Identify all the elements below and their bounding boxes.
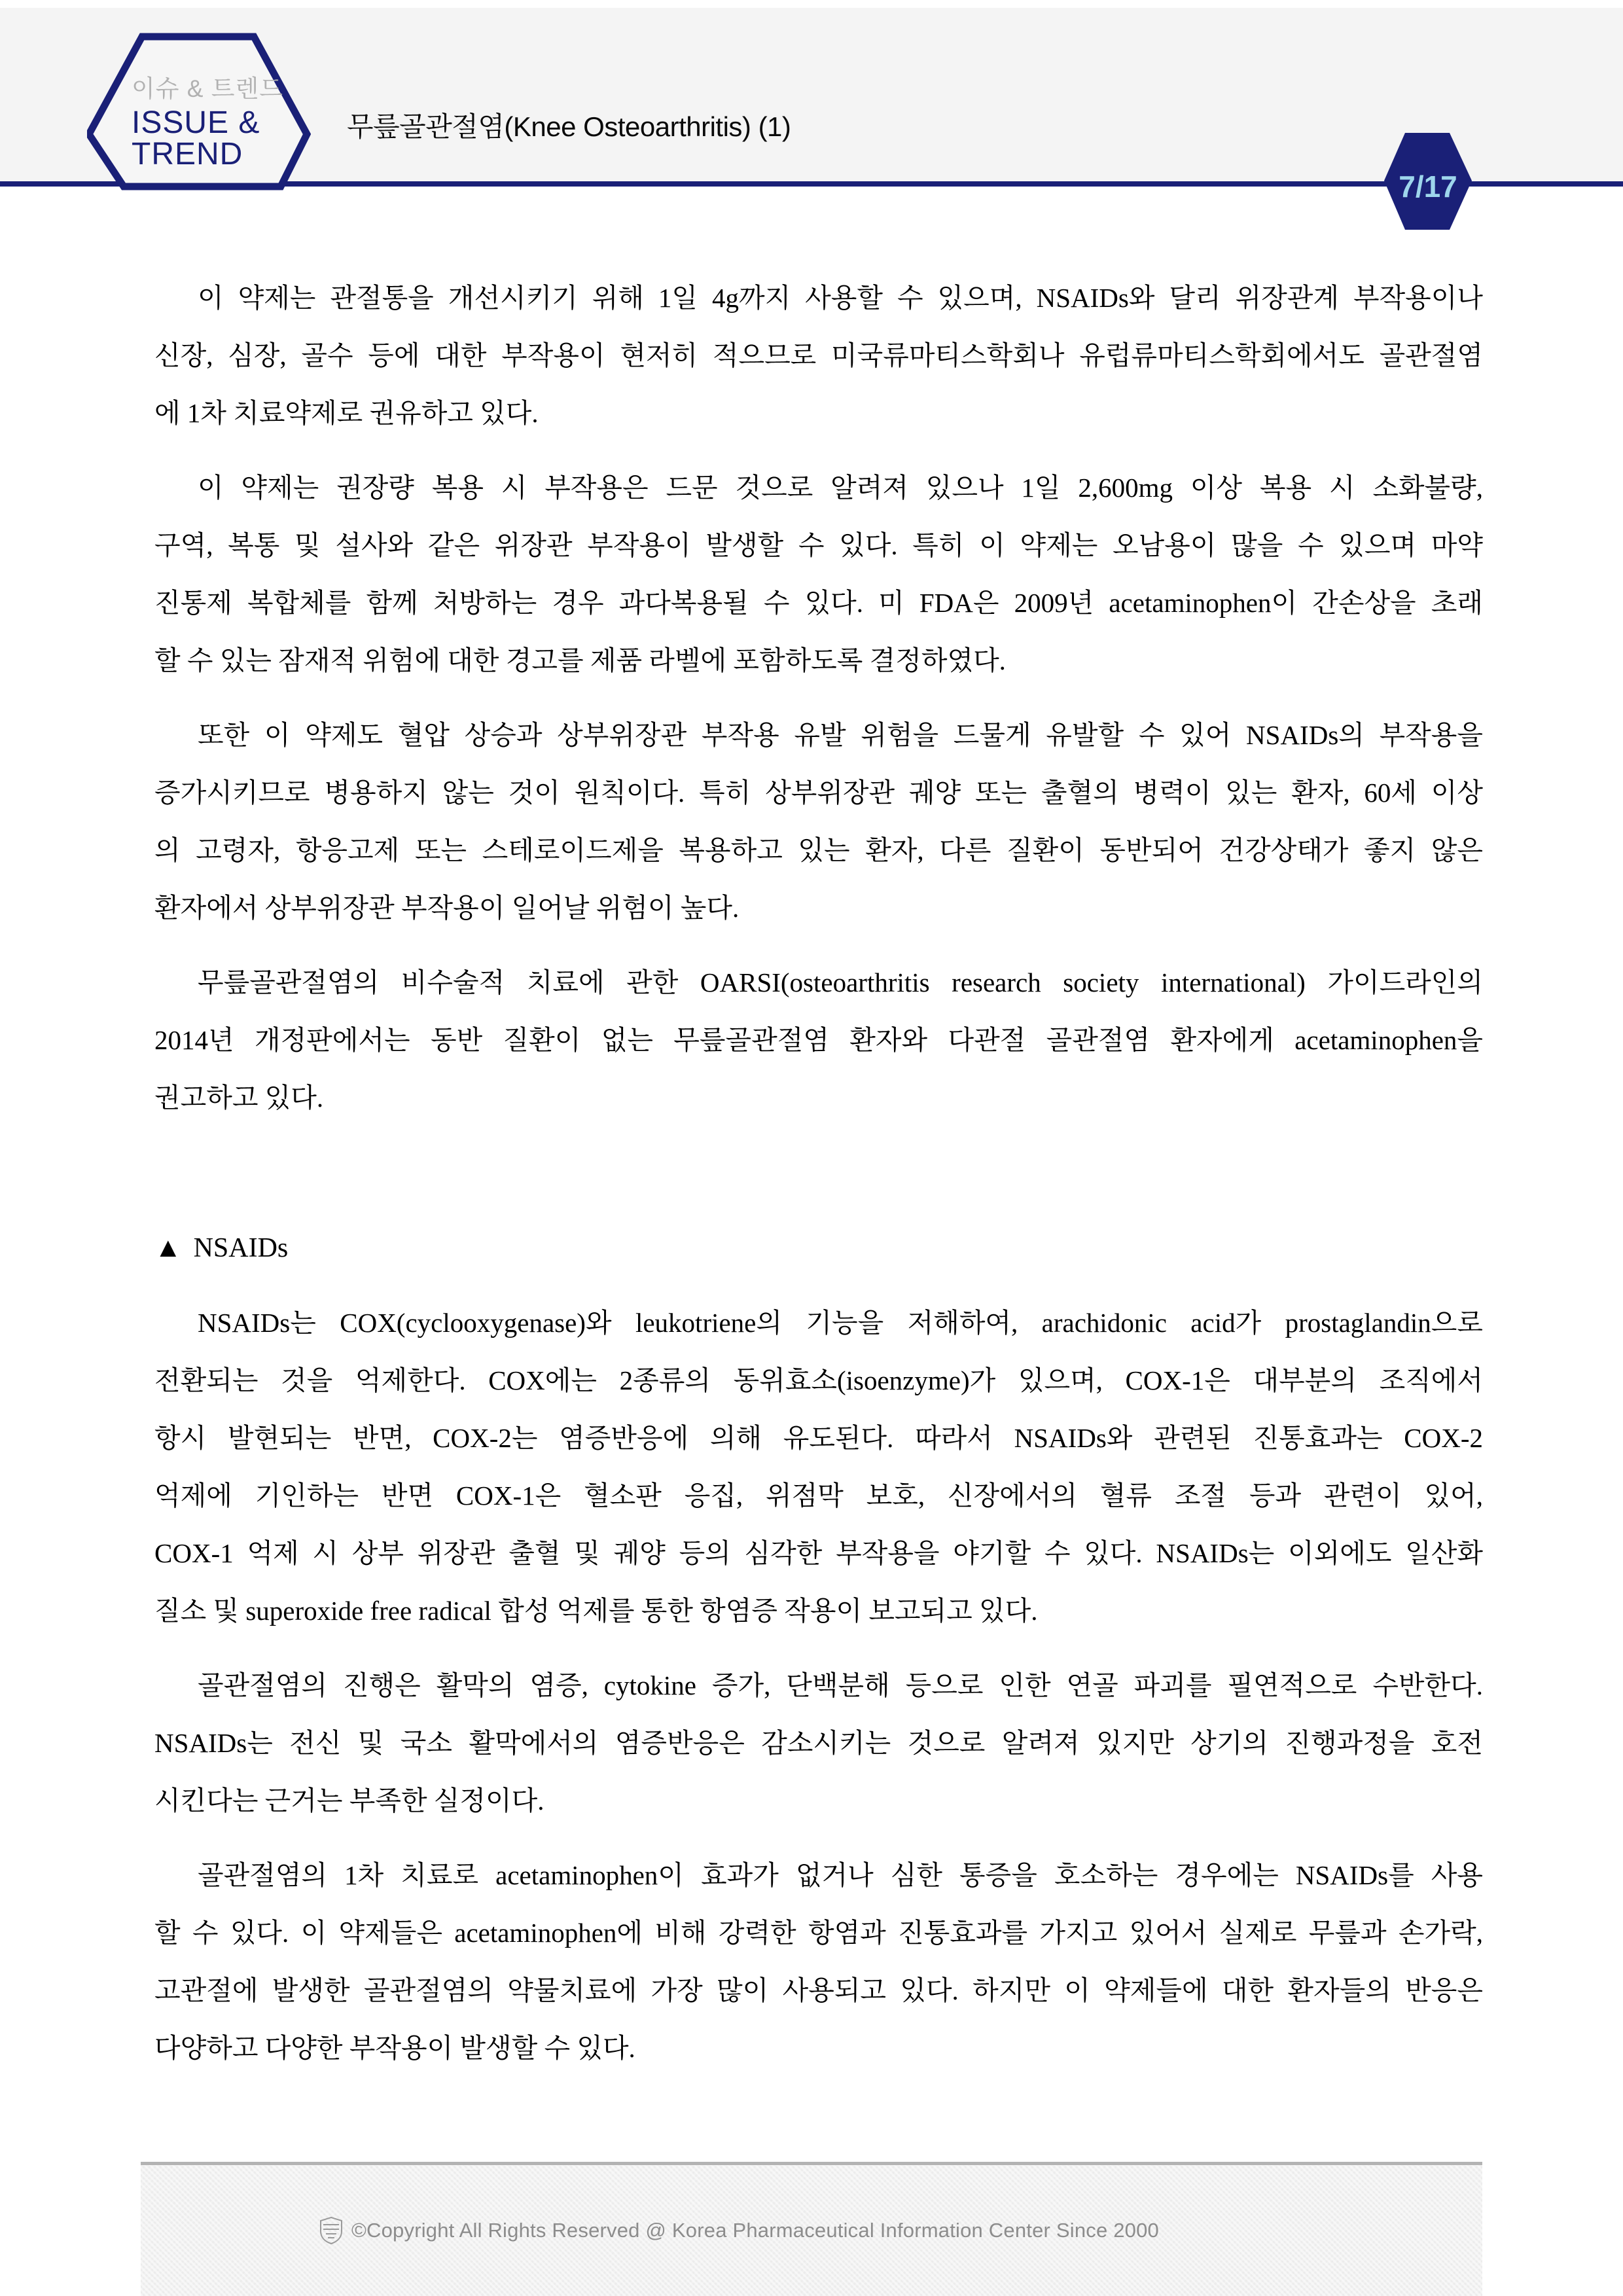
page-number: 7/17 bbox=[1399, 170, 1457, 204]
copyright-text: ©Copyright All Rights Reserved @ Korea Pharmaceutical Information Center Since 2000 bbox=[351, 2219, 1159, 2242]
footer-content bbox=[141, 2165, 1482, 2296]
body-line: 구역, 복통 및 설사와 같은 위장관 부작용이 발생할 수 있다. 특히 이 약제는 오남용이 많을 수 있으며 마약 bbox=[154, 530, 1483, 560]
body-line: 2014년 개정판에서는 동반 질환이 없는 무릎골관절염 환자와 다관절 골관절염 환자에게 acetaminophen을 bbox=[154, 1025, 1483, 1055]
paragraph bbox=[154, 1846, 1483, 2077]
page-number-badge bbox=[1382, 132, 1474, 231]
body-line: 무릎골관절염의 비수술적 치료에 관한 OARSI(osteoarthritis research society international) 가이드라인의 bbox=[198, 967, 1483, 997]
body-line: 의 고령자, 항응고제 또는 스테로이드제을 복용하고 있는 환자, 다른 질환이 동반되어 건강상태가 좋지 않은 bbox=[154, 835, 1483, 865]
body-line: 골관절염의 1차 치료로 acetaminophen이 효과가 없거나 심한 통증을 호소하는 경우에는 NSAIDs를 사용 bbox=[198, 1860, 1483, 1890]
body-line: 권고하고 있다. bbox=[154, 1083, 324, 1113]
body-line: 이 약제는 관절통을 개선시키기 위해 1일 4g까지 사용할 수 있으며, NSAIDs와 달리 위장관계 부작용이나 bbox=[198, 283, 1483, 313]
document-body bbox=[154, 269, 1483, 2094]
paragraph bbox=[154, 1657, 1483, 1829]
body-line: 억제에 기인하는 반면 COX-1은 혈소판 응집, 위점막 보호, 신장에서의 혈류 조절 등과 관련이 있어, bbox=[154, 1480, 1483, 1511]
body-line: NSAIDs는 COX(cyclooxygenase)와 leukotriene의 기능을 저해하여, arachidonic acid가 prostaglandin으로 bbox=[198, 1308, 1483, 1338]
body-line: 할 수 있는 잠재적 위험에 대한 경고를 제품 라벨에 포함하도록 결정하였다. bbox=[154, 645, 1006, 675]
body-line: 항시 발현되는 반면, COX-2는 염증반응에 의해 유도된다. 따라서 NSAIDs와 관련된 진통효과는 COX-2 bbox=[154, 1423, 1483, 1453]
logo-trend-text: TREND bbox=[132, 137, 243, 171]
body-line: 또한 이 약제도 혈압 상승과 상부위장관 부작용 유발 위험을 드물게 유발할 수 있어 NSAIDs의 부작용을 bbox=[198, 720, 1483, 750]
body-line: 증가시키므로 병용하지 않는 것이 원칙이다. 특히 상부위장관 궤양 또는 출혈의 병력이 있는 환자, 60세 이상 bbox=[154, 778, 1483, 808]
paragraph bbox=[154, 459, 1483, 689]
body-line: 할 수 있다. 이 약제들은 acetaminophen에 비해 강력한 항염과 진통효과를 가지고 있어서 실제로 무릎과 손가락, bbox=[154, 1918, 1483, 1948]
body-line: 환자에서 상부위장관 부작용이 일어날 위험이 높다. bbox=[154, 893, 740, 923]
logo-korean-text: 이슈 & 트렌드 bbox=[132, 75, 283, 102]
body-line: 이 약제는 권장량 복용 시 부작용은 드문 것으로 알려져 있으나 1일 2,600mg 이상 복용 시 소화불량, bbox=[198, 473, 1483, 503]
body-line: 고관절에 발생한 골관절염의 약물치료에 가장 많이 사용되고 있다. 하지만 이 약제들에 대한 환자들의 반응은 bbox=[154, 1975, 1483, 2005]
body-line: COX-1 억제 시 상부 위장관 출혈 및 궤양 등의 심각한 부작용을 야기할 수 있다. NSAIDs는 이외에도 일산화 bbox=[154, 1538, 1483, 1568]
body-line: 시킨다는 근거는 부족한 실정이다. bbox=[154, 1785, 544, 1816]
logo-issue-text: ISSUE & bbox=[132, 105, 260, 140]
kpic-shield-icon bbox=[320, 2217, 342, 2244]
body-line: NSAIDs는 전신 및 국소 활막에서의 염증반응은 감소시키는 것으로 알려져 있지만 상기의 진행과정을 호전 bbox=[154, 1728, 1483, 1758]
section-heading bbox=[154, 1219, 1483, 1277]
body-line: 신장, 심장, 골수 등에 대한 부작용이 현저히 적으므로 미국류마티스학회나 유럽류마티스학회에서도 골관절염 bbox=[154, 340, 1483, 370]
triangle-bullet-icon: ▲ bbox=[154, 1233, 182, 1263]
paragraph bbox=[154, 269, 1483, 442]
paragraph bbox=[154, 1294, 1483, 1640]
body-line: 다양하고 다양한 부작용이 발생할 수 있다. bbox=[154, 2033, 635, 2063]
paragraph bbox=[154, 954, 1483, 1126]
body-line: 진통제 복합체를 함께 처방하는 경우 과다복용될 수 있다. 미 FDA은 2009년 acetaminophen이 간손상을 초래 bbox=[154, 588, 1483, 618]
section-heading-label: NSAIDs bbox=[193, 1233, 289, 1263]
page-title: 무릎골관절염(Knee Osteoarthritis) (1) bbox=[347, 111, 791, 142]
body-line: 질소 및 superoxide free radical 합성 억제를 통한 항염증 작용이 보고되고 있다. bbox=[154, 1596, 1038, 1626]
body-line: 에 1차 치료약제로 권유하고 있다. bbox=[154, 398, 539, 428]
body-line: 골관절염의 진행은 활막의 염증, cytokine 증가, 단백분해 등으로 인한 연골 파괴를 필연적으로 수반한다. bbox=[198, 1670, 1483, 1700]
footer bbox=[141, 2162, 1482, 2296]
paragraph bbox=[154, 706, 1483, 937]
body-line: 전환되는 것을 억제한다. COX에는 2종류의 동위효소(isoenzyme)가 있으며, COX-1은 대부분의 조직에서 bbox=[154, 1365, 1483, 1395]
